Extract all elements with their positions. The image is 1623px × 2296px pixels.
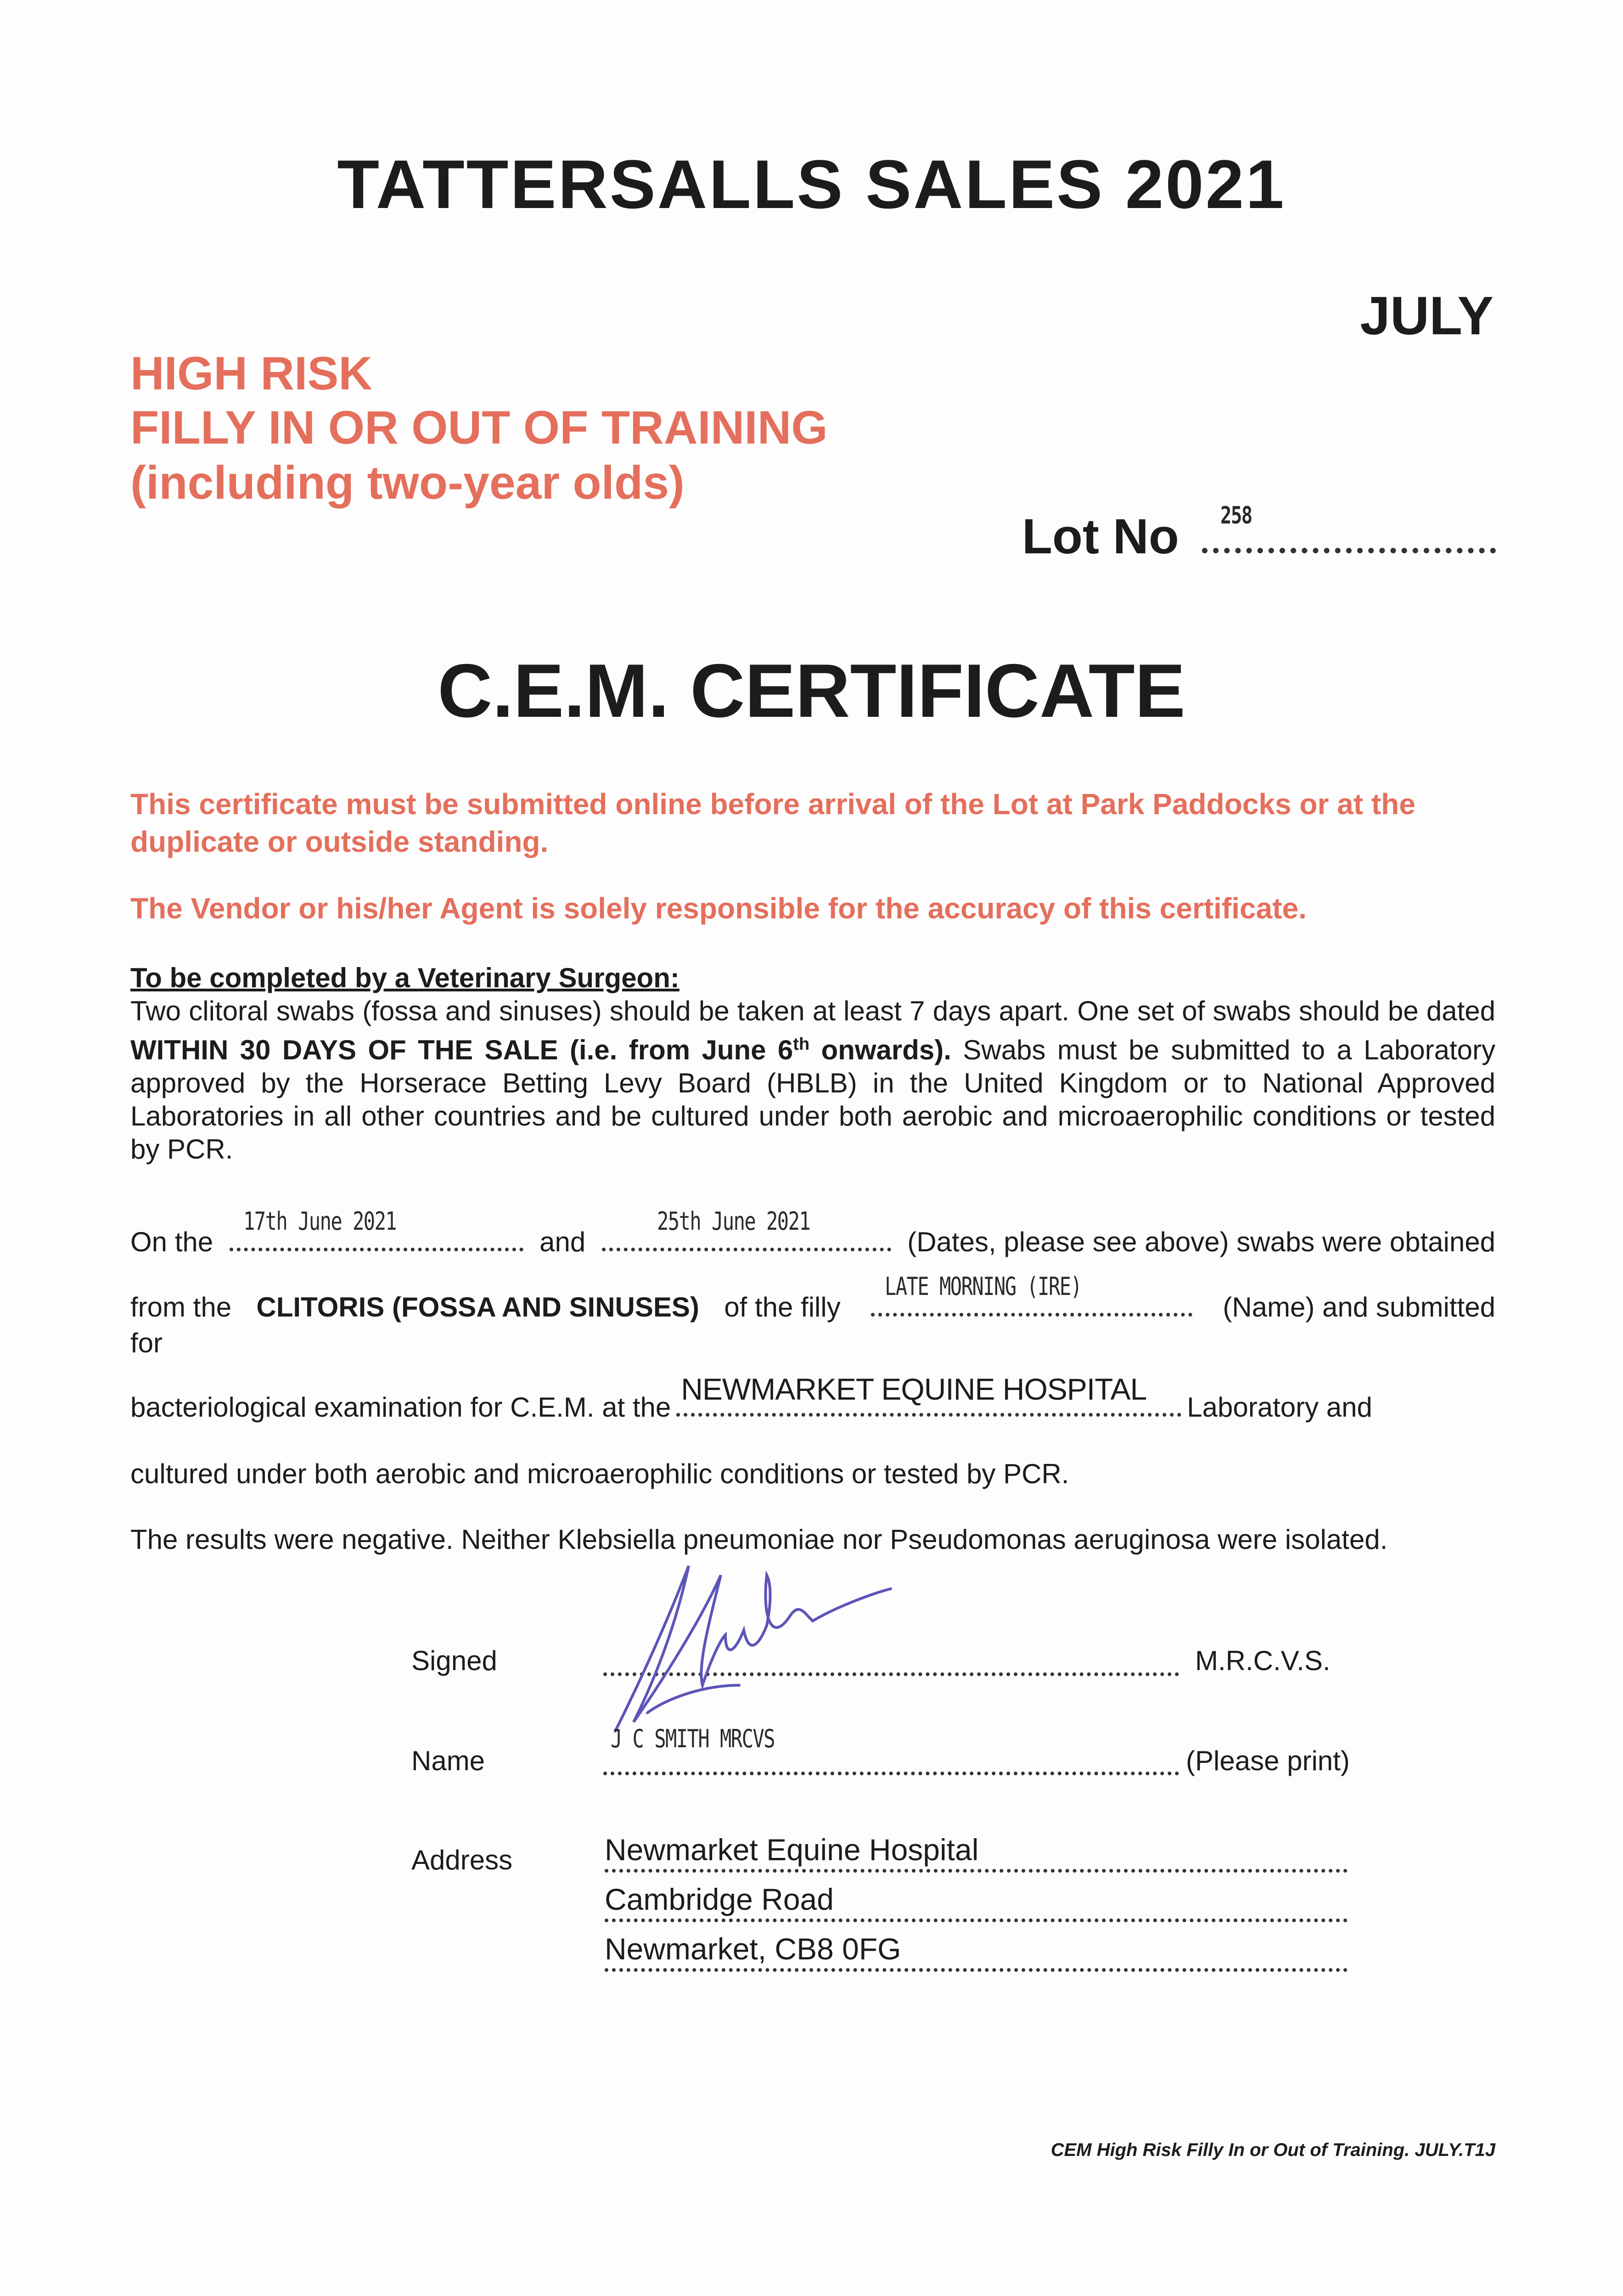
category-filly: FILLY IN OR OUT OF TRAINING [130,401,828,454]
instructions-heading-text: To be completed by a Veterinary Surgeon [130,962,670,993]
lot-number-field[interactable] [1202,502,1496,553]
please-print-label: (Please print) [1186,1745,1350,1776]
address-label: Address [411,1845,513,1875]
address-line-3[interactable] [605,1931,1348,1972]
dates-suffix: (Dates, please see above) swabs were obtained [907,1227,1495,1257]
date2-field[interactable] [602,1207,891,1251]
laboratory-field[interactable] [676,1372,1181,1417]
category-age: (including two-year olds) [130,456,685,509]
name-label: Name [411,1745,485,1776]
printed-name-field[interactable] [603,1772,1179,1775]
signature-image [597,1548,918,1740]
date1-value: 17th June 2021 [243,1207,396,1236]
address-line-1-text: Newmarket Equine Hospital [605,1833,979,1867]
bact-prefix: bacteriological examination for C.E.M. at the [130,1392,671,1423]
printed-name-value: J C SMITH MRCVS [611,1724,775,1753]
address-line-3-text: Newmarket, CB8 0FG [605,1932,901,1966]
lab-suffix: Laboratory and [1187,1392,1372,1423]
filly-name-value: LATE MORNING (IRE) [885,1272,1082,1301]
for-label: for [130,1328,163,1358]
lot-label: Lot No [1022,508,1179,564]
and-label: and [539,1227,586,1257]
instructions-heading: To be completed by a Veterinary Surgeon: [130,962,680,993]
from-the-label: from the [130,1292,232,1322]
swab-dates-line [130,1207,1495,1258]
sale-month: JULY [1360,286,1494,346]
signature-stroke [615,1566,891,1731]
instructions-bold-end: onwards). [809,1035,951,1065]
culture-statement: cultured under both aerobic and microaerophilic conditions or tested by PCR. [130,1458,1069,1489]
category-high-risk: HIGH RISK [130,347,373,400]
laboratory-line [130,1372,1495,1423]
form-reference-footer: CEM High Risk Filly In or Out of Training. JULY.T1J [1050,2140,1495,2160]
laboratory-value: NEWMARKET EQUINE HOSPITAL [681,1372,1147,1406]
swab-site: CLITORIS (FOSSA AND SINUSES) [256,1292,699,1322]
date1-field[interactable] [230,1207,523,1251]
lot-number [1022,502,1501,565]
filly-line [130,1272,1495,1323]
instructions-part: Swabs must be submitted to a Laboratory approved by the Horserace Betting Levy Board (HBLB) in the United Kingdom or to National Approved Laboratories in all other countries and be cultured under both aerobic and microaerophilic conditions or tested by PCR. [130,1035,1495,1165]
address-line-2[interactable] [605,1882,1348,1922]
name-suffix: (Name) and submitted [1223,1292,1495,1322]
responsibility-notice: The Vendor or his/her Agent is solely responsible for the accuracy of this certificate. [130,892,1307,925]
instructions-part: Two clitoral swabs (fossa and sinuses) should be taken at least 7 days apart. One set of swabs should be dated [130,996,1495,1026]
document-title: TATTERSALLS SALES 2021 [337,146,1286,223]
instructions-sup: th [793,1035,810,1054]
certificate-title: C.E.M. CERTIFICATE [438,648,1185,733]
on-the-label: On the [130,1227,213,1257]
address-line-2-text: Cambridge Road [605,1882,834,1916]
instructions-text [130,995,1495,1166]
date2-value: 25th June 2021 [657,1207,810,1236]
filly-name-field[interactable] [871,1272,1192,1317]
lot-number-value: 258 [1220,502,1252,529]
instructions-bold: WITHIN 30 DAYS OF THE SALE (i.e. from June 6 [130,1035,793,1065]
signed-label: Signed [411,1645,497,1676]
results-statement: The results were negative. Neither Klebsiella pneumoniae nor Pseudomonas aeruginosa were isolated. [130,1524,1388,1555]
address-line-1[interactable] [605,1832,1348,1873]
mrcvs-label: M.R.C.V.S. [1195,1645,1331,1676]
of-the-filly-label: of the filly [724,1292,841,1322]
submission-notice: This certificate must be submitted online before arrival of the Lot at Park Paddocks or at the duplicate or outside standing. [130,788,1415,858]
